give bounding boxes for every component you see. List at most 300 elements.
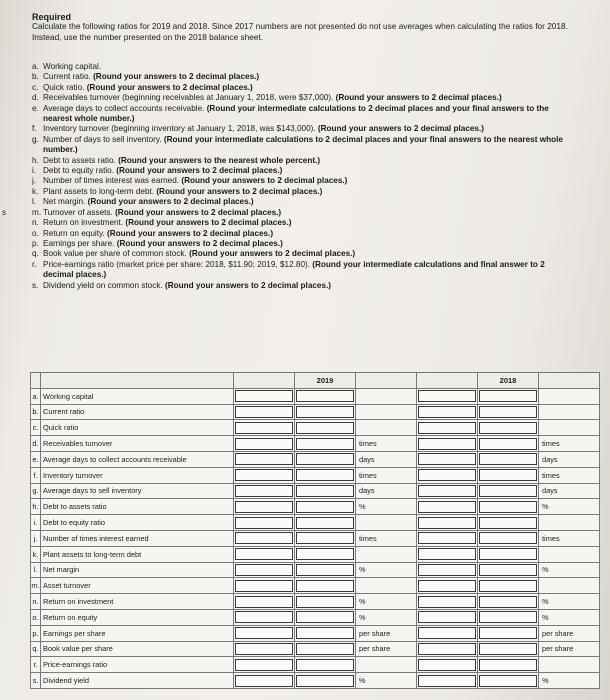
answer-input-2019-b[interactable] xyxy=(295,388,356,404)
input-box[interactable] xyxy=(418,390,476,402)
requirement-letter: q. xyxy=(32,249,39,259)
unit-2019: % xyxy=(356,673,417,689)
requirement-letter: h. xyxy=(32,155,39,165)
answer-input-2019-b[interactable] xyxy=(295,499,356,515)
requirement-item xyxy=(32,187,574,197)
unit-2019: per share xyxy=(356,641,417,657)
answer-input-2019-a[interactable] xyxy=(234,530,295,546)
requirement-rounding: (Round your answers to 2 decimal places.) xyxy=(115,207,282,217)
answer-input-2019-a[interactable] xyxy=(234,451,295,467)
answer-input-2018-b[interactable] xyxy=(478,657,539,673)
row-letter: q. xyxy=(31,641,41,657)
input-box[interactable] xyxy=(479,675,537,687)
input-box[interactable] xyxy=(418,406,476,418)
input-box[interactable] xyxy=(235,485,293,497)
table-row xyxy=(31,546,600,562)
answer-input-2019-b[interactable] xyxy=(295,562,356,578)
input-box[interactable] xyxy=(418,580,476,592)
requirement-text xyxy=(43,208,281,218)
requirement-letter: p. xyxy=(32,238,39,248)
answer-input-2018-a[interactable] xyxy=(417,515,478,531)
input-box[interactable] xyxy=(418,501,476,513)
table-row xyxy=(31,609,600,625)
table-row xyxy=(31,483,600,499)
table-row xyxy=(31,467,600,483)
answer-input-2018-a[interactable] xyxy=(417,530,478,546)
row-letter: g. xyxy=(31,483,41,499)
answer-input-2019-a[interactable] xyxy=(234,546,295,562)
unit-2018 xyxy=(539,546,600,562)
unit-2019: days xyxy=(356,451,417,467)
requirement-rounding: (Round your answers to 2 decimal places.) xyxy=(335,93,502,103)
input-box[interactable] xyxy=(479,422,537,434)
input-box[interactable] xyxy=(235,406,293,418)
answer-input-2019-b[interactable] xyxy=(295,609,356,625)
requirement-rounding: (Round your answers to 2 decimal places.) xyxy=(116,166,283,176)
unit-2018: % xyxy=(539,499,600,515)
requirement-item xyxy=(32,72,574,82)
requirement-plain: Debt to assets ratio. xyxy=(43,155,119,165)
answer-input-2018-b[interactable] xyxy=(478,546,539,562)
requirement-text xyxy=(43,239,283,249)
requirement-plain: Debt to equity ratio. xyxy=(43,166,117,176)
input-box[interactable] xyxy=(296,453,354,465)
requirement-item xyxy=(32,208,574,218)
input-box[interactable] xyxy=(479,659,537,671)
answer-input-2019-a[interactable] xyxy=(234,594,295,610)
input-box[interactable] xyxy=(296,596,354,608)
row-label: Return on equity xyxy=(41,609,234,625)
input-box[interactable] xyxy=(479,548,537,560)
row-label: Working capital xyxy=(41,388,234,404)
answer-input-2019-a[interactable] xyxy=(234,467,295,483)
row-letter: b. xyxy=(31,404,41,420)
header-blank xyxy=(356,373,417,389)
requirement-plain: Earnings per share. xyxy=(43,238,117,248)
answer-input-2018-b[interactable] xyxy=(478,436,539,452)
answer-input-2018-a[interactable] xyxy=(417,673,478,689)
row-letter: i. xyxy=(31,515,41,531)
row-letter: m. xyxy=(31,578,41,594)
row-letter: k. xyxy=(31,546,41,562)
requirement-item xyxy=(32,218,574,228)
input-box[interactable] xyxy=(296,532,354,544)
requirement-text xyxy=(43,176,347,186)
input-box[interactable] xyxy=(418,596,476,608)
row-label: Dividend yield xyxy=(41,673,234,689)
input-box[interactable] xyxy=(418,485,476,497)
requirement-letter: o. xyxy=(32,228,39,238)
table-row xyxy=(31,388,600,404)
requirement-plain: Return on equity. xyxy=(43,228,108,238)
unit-2018: times xyxy=(539,467,600,483)
answer-input-2019-b[interactable] xyxy=(295,467,356,483)
answer-input-2019-a[interactable] xyxy=(234,578,295,594)
answer-input-2018-b[interactable] xyxy=(478,483,539,499)
requirement-rounding: (Round your answers to 2 decimal places.) xyxy=(87,197,254,207)
answer-input-2018-a[interactable] xyxy=(417,483,478,499)
answer-input-2019-a[interactable] xyxy=(234,483,295,499)
answer-input-2019-b[interactable] xyxy=(295,483,356,499)
row-letter: o. xyxy=(31,609,41,625)
requirement-plain: Inventory turnover (beginning inventory at January 1, 2018, was $143,000). xyxy=(43,124,318,134)
table-row xyxy=(31,420,600,436)
input-box[interactable] xyxy=(296,580,354,592)
answer-input-2018-b[interactable] xyxy=(478,673,539,689)
input-box[interactable] xyxy=(296,564,354,576)
answer-input-2019-a[interactable] xyxy=(234,673,295,689)
answer-input-2019-a[interactable] xyxy=(234,657,295,673)
requirement-plain: Turnover of assets. xyxy=(43,207,116,217)
unit-2018: times xyxy=(539,530,600,546)
input-box[interactable] xyxy=(479,406,537,418)
requirement-plain: Price-earnings ratio (market price per share: 2018, $11.90; 2019, $12.80). xyxy=(43,259,313,269)
requirement-item xyxy=(32,104,574,125)
answer-input-2019-a[interactable] xyxy=(234,609,295,625)
answer-input-2019-a[interactable] xyxy=(234,388,295,404)
unit-2019 xyxy=(356,420,417,436)
input-box[interactable] xyxy=(296,406,354,418)
answer-input-2018-a[interactable] xyxy=(417,609,478,625)
answer-input-2018-b[interactable] xyxy=(478,562,539,578)
row-label: Debt to assets ratio xyxy=(41,499,234,515)
unit-2019: times xyxy=(356,436,417,452)
requirement-plain: Receivables turnover (beginning receivables at January 1, 2018, were $37,000). xyxy=(43,93,336,103)
answer-input-2019-a[interactable] xyxy=(234,404,295,420)
requirement-item xyxy=(32,83,574,93)
input-box[interactable] xyxy=(296,469,354,481)
answer-input-2019-b[interactable] xyxy=(295,594,356,610)
answer-input-2019-b[interactable] xyxy=(295,546,356,562)
row-label: Quick ratio xyxy=(41,420,234,436)
input-box[interactable] xyxy=(235,532,293,544)
requirement-item xyxy=(32,62,574,72)
answer-input-2019-b[interactable] xyxy=(295,404,356,420)
answer-input-2019-a[interactable] xyxy=(234,499,295,515)
answer-input-2019-a[interactable] xyxy=(234,562,295,578)
row-letter: c. xyxy=(31,420,41,436)
requirement-rounding: (Round your intermediate calculations to 2 decimal places and your final answers to the nearest whole number.) xyxy=(43,134,563,155)
input-box[interactable] xyxy=(479,469,537,481)
answer-input-2019-b[interactable] xyxy=(295,625,356,641)
answer-input-2018-b[interactable] xyxy=(478,515,539,531)
answer-input-2018-b[interactable] xyxy=(478,388,539,404)
input-box[interactable] xyxy=(296,485,354,497)
unit-2019: % xyxy=(356,499,417,515)
input-box[interactable] xyxy=(479,438,537,450)
input-box[interactable] xyxy=(418,675,476,687)
input-box[interactable] xyxy=(479,390,537,402)
requirement-rounding: (Round your answers to 2 decimal places.) xyxy=(116,238,283,248)
answer-input-2019-a[interactable] xyxy=(234,420,295,436)
requirement-letter: r. xyxy=(32,259,37,269)
input-box[interactable] xyxy=(235,643,293,655)
input-box[interactable] xyxy=(418,532,476,544)
requirement-plain: Number of days to sell inventory. xyxy=(43,134,164,144)
requirement-item xyxy=(32,93,574,103)
input-box[interactable] xyxy=(479,580,537,592)
answer-input-2018-a[interactable] xyxy=(417,578,478,594)
input-box[interactable] xyxy=(479,596,537,608)
unit-2018 xyxy=(539,420,600,436)
input-box[interactable] xyxy=(296,390,354,402)
required-instructions: Calculate the following ratios for 2019 and 2018. Since 2017 numbers are not presented do not use averages when calculating the ratios for 2018. Instead, use the number presented on the 2018 balance sheet. xyxy=(32,21,568,42)
input-box[interactable] xyxy=(235,611,293,623)
table-row xyxy=(31,515,600,531)
row-label: Number of times interest earned xyxy=(41,530,234,546)
table-row xyxy=(31,562,600,578)
input-box[interactable] xyxy=(479,517,537,529)
input-box[interactable] xyxy=(418,564,476,576)
row-label: Inventory turnover xyxy=(41,467,234,483)
unit-2018 xyxy=(539,404,600,420)
table-row xyxy=(31,594,600,610)
requirement-item xyxy=(32,239,574,249)
unit-2019: % xyxy=(356,594,417,610)
row-label: Earnings per share xyxy=(41,625,234,641)
row-letter: h. xyxy=(31,499,41,515)
unit-2018: per share xyxy=(539,641,600,657)
answer-input-2018-b[interactable] xyxy=(478,594,539,610)
input-box[interactable] xyxy=(479,564,537,576)
answer-input-2019-b[interactable] xyxy=(295,436,356,452)
input-box[interactable] xyxy=(296,627,354,639)
table-row xyxy=(31,436,600,452)
input-box[interactable] xyxy=(235,517,293,529)
answer-input-2018-a[interactable] xyxy=(417,404,478,420)
answer-input-2019-b[interactable] xyxy=(295,420,356,436)
answer-input-2018-a[interactable] xyxy=(417,420,478,436)
input-box[interactable] xyxy=(296,422,354,434)
row-letter: j. xyxy=(31,530,41,546)
unit-2019 xyxy=(356,546,417,562)
answer-input-2019-b[interactable] xyxy=(295,578,356,594)
input-box[interactable] xyxy=(479,453,537,465)
input-box[interactable] xyxy=(296,675,354,687)
answer-input-2018-a[interactable] xyxy=(417,594,478,610)
requirement-letter: c. xyxy=(32,82,39,92)
requirement-plain: Number of times interest was earned. xyxy=(43,176,182,186)
header-blank xyxy=(31,373,41,389)
input-box[interactable] xyxy=(235,627,293,639)
answer-input-2018-b[interactable] xyxy=(478,641,539,657)
input-box[interactable] xyxy=(235,675,293,687)
unit-2018: % xyxy=(539,609,600,625)
answer-input-2018-b[interactable] xyxy=(478,467,539,483)
answer-input-2018-a[interactable] xyxy=(417,657,478,673)
answer-input-2018-a[interactable] xyxy=(417,562,478,578)
requirement-letter: a. xyxy=(32,62,39,71)
row-label: Current ratio xyxy=(41,404,234,420)
requirement-rounding: (Round your answers to 2 decimal places.) xyxy=(125,218,292,228)
answer-input-2019-b[interactable] xyxy=(295,641,356,657)
answer-input-2018-a[interactable] xyxy=(417,641,478,657)
requirement-item xyxy=(32,281,574,291)
margin-mark: s xyxy=(2,208,6,217)
input-box[interactable] xyxy=(235,453,293,465)
input-box[interactable] xyxy=(235,580,293,592)
requirement-letter: m. xyxy=(32,207,42,217)
year-2018-header: 2018 xyxy=(478,373,539,389)
table-row xyxy=(31,451,600,467)
requirement-plain: Return on investment. xyxy=(43,218,126,228)
input-box[interactable] xyxy=(296,659,354,671)
requirement-item xyxy=(32,260,574,281)
answer-input-2018-b[interactable] xyxy=(478,420,539,436)
row-label: Return on investment xyxy=(41,594,234,610)
requirement-plain: Dividend yield on common stock. xyxy=(43,280,165,290)
row-letter: f. xyxy=(31,467,41,483)
requirements-list xyxy=(32,62,574,291)
answer-input-2018-b[interactable] xyxy=(478,609,539,625)
requirement-plain: Quick ratio. xyxy=(43,82,87,92)
row-letter: d. xyxy=(31,436,41,452)
row-letter: a. xyxy=(31,388,41,404)
input-box[interactable] xyxy=(296,643,354,655)
answer-input-2018-b[interactable] xyxy=(478,404,539,420)
answer-input-2018-a[interactable] xyxy=(417,499,478,515)
input-box[interactable] xyxy=(479,643,537,655)
answer-input-2019-b[interactable] xyxy=(295,657,356,673)
input-box[interactable] xyxy=(418,611,476,623)
input-box[interactable] xyxy=(235,548,293,560)
answer-input-2019-a[interactable] xyxy=(234,625,295,641)
answer-input-2019-a[interactable] xyxy=(234,436,295,452)
unit-2018: % xyxy=(539,562,600,578)
table-row xyxy=(31,578,600,594)
input-box[interactable] xyxy=(296,548,354,560)
input-box[interactable] xyxy=(418,548,476,560)
requirement-text xyxy=(43,166,282,176)
answer-input-2019-b[interactable] xyxy=(295,515,356,531)
input-box[interactable] xyxy=(235,390,293,402)
answer-input-2019-a[interactable] xyxy=(234,515,295,531)
requirement-text xyxy=(43,187,322,197)
unit-2019: days xyxy=(356,483,417,499)
input-box[interactable] xyxy=(418,517,476,529)
requirement-rounding: (Round your answers to the nearest whole percent.) xyxy=(118,155,321,165)
unit-2018: per share xyxy=(539,625,600,641)
input-box[interactable] xyxy=(479,627,537,639)
input-box[interactable] xyxy=(418,422,476,434)
answer-input-2018-b[interactable] xyxy=(478,451,539,467)
input-box[interactable] xyxy=(235,501,293,513)
unit-2019 xyxy=(356,578,417,594)
unit-2019 xyxy=(356,404,417,420)
requirement-plain: Plant assets to long-term debt. xyxy=(43,186,157,196)
input-box[interactable] xyxy=(235,564,293,576)
input-box[interactable] xyxy=(296,438,354,450)
input-box[interactable] xyxy=(235,596,293,608)
requirement-letter: s. xyxy=(32,280,39,290)
row-label: Price-earnings ratio xyxy=(41,657,234,673)
requirement-rounding: (Round your intermediate calculations to 2 decimal places and your final answers to the nearest whole number.) xyxy=(43,103,549,124)
required-heading: Required xyxy=(32,12,72,22)
requirement-text xyxy=(43,124,484,134)
unit-2018: % xyxy=(539,594,600,610)
requirement-text xyxy=(43,281,331,291)
requirement-item xyxy=(32,124,574,134)
input-box[interactable] xyxy=(418,643,476,655)
answer-input-2018-b[interactable] xyxy=(478,625,539,641)
requirement-rounding: (Round your answers to 2 decimal places.) xyxy=(317,124,484,134)
row-label: Debt to equity ratio xyxy=(41,515,234,531)
requirement-plain: Book value per share of common stock. xyxy=(43,249,190,259)
input-box[interactable] xyxy=(296,517,354,529)
answer-input-2018-a[interactable] xyxy=(417,625,478,641)
input-box[interactable] xyxy=(479,501,537,513)
answer-input-2018-a[interactable] xyxy=(417,546,478,562)
table-row xyxy=(31,673,600,689)
answer-input-2019-b[interactable] xyxy=(295,530,356,546)
input-box[interactable] xyxy=(235,469,293,481)
requirement-text xyxy=(43,218,291,228)
requirement-letter: n. xyxy=(32,218,39,228)
requirement-letter: j. xyxy=(32,176,37,186)
answer-input-2018-b[interactable] xyxy=(478,499,539,515)
requirement-item xyxy=(32,229,574,239)
requirement-item xyxy=(32,197,574,207)
row-label: Net margin xyxy=(41,562,234,578)
answer-input-2018-b[interactable] xyxy=(478,578,539,594)
table-row xyxy=(31,404,600,420)
input-box[interactable] xyxy=(479,532,537,544)
row-label: Plant assets to long-term debt xyxy=(41,546,234,562)
requirement-text xyxy=(43,197,254,207)
input-box[interactable] xyxy=(418,627,476,639)
input-box[interactable] xyxy=(235,438,293,450)
answer-input-2018-b[interactable] xyxy=(478,530,539,546)
table-row xyxy=(31,530,600,546)
table-row xyxy=(31,641,600,657)
answer-input-2018-a[interactable] xyxy=(417,451,478,467)
answer-input-2018-a[interactable] xyxy=(417,436,478,452)
answer-input-2019-b[interactable] xyxy=(295,451,356,467)
input-box[interactable] xyxy=(418,659,476,671)
input-box[interactable] xyxy=(479,611,537,623)
requirement-item xyxy=(32,176,574,186)
unit-2018 xyxy=(539,578,600,594)
unit-2019 xyxy=(356,388,417,404)
unit-2019: per share xyxy=(356,625,417,641)
answer-input-2018-a[interactable] xyxy=(417,388,478,404)
table-header-row xyxy=(31,373,600,389)
unit-2018 xyxy=(539,388,600,404)
input-box[interactable] xyxy=(418,469,476,481)
table-row xyxy=(31,657,600,673)
requirement-text xyxy=(43,83,253,93)
requirement-plain: Average days to collect accounts receivable. xyxy=(43,103,207,113)
requirement-text xyxy=(43,156,320,166)
answer-input-2018-a[interactable] xyxy=(417,467,478,483)
input-box[interactable] xyxy=(296,611,354,623)
input-box[interactable] xyxy=(235,659,293,671)
input-box[interactable] xyxy=(418,438,476,450)
requirement-letter: l. xyxy=(32,197,37,207)
input-box[interactable] xyxy=(235,422,293,434)
answer-input-2019-a[interactable] xyxy=(234,641,295,657)
row-letter: n. xyxy=(31,594,41,610)
input-box[interactable] xyxy=(296,501,354,513)
answer-input-2019-b[interactable] xyxy=(295,673,356,689)
input-box[interactable] xyxy=(479,485,537,497)
input-box[interactable] xyxy=(418,453,476,465)
requirement-rounding: (Round your answers to 2 decimal places.) xyxy=(156,186,323,196)
requirement-text xyxy=(43,249,355,259)
requirement-rounding: (Round your answers to 2 decimal places.) xyxy=(164,280,332,290)
requirement-item xyxy=(32,166,574,176)
table-row xyxy=(31,625,600,641)
